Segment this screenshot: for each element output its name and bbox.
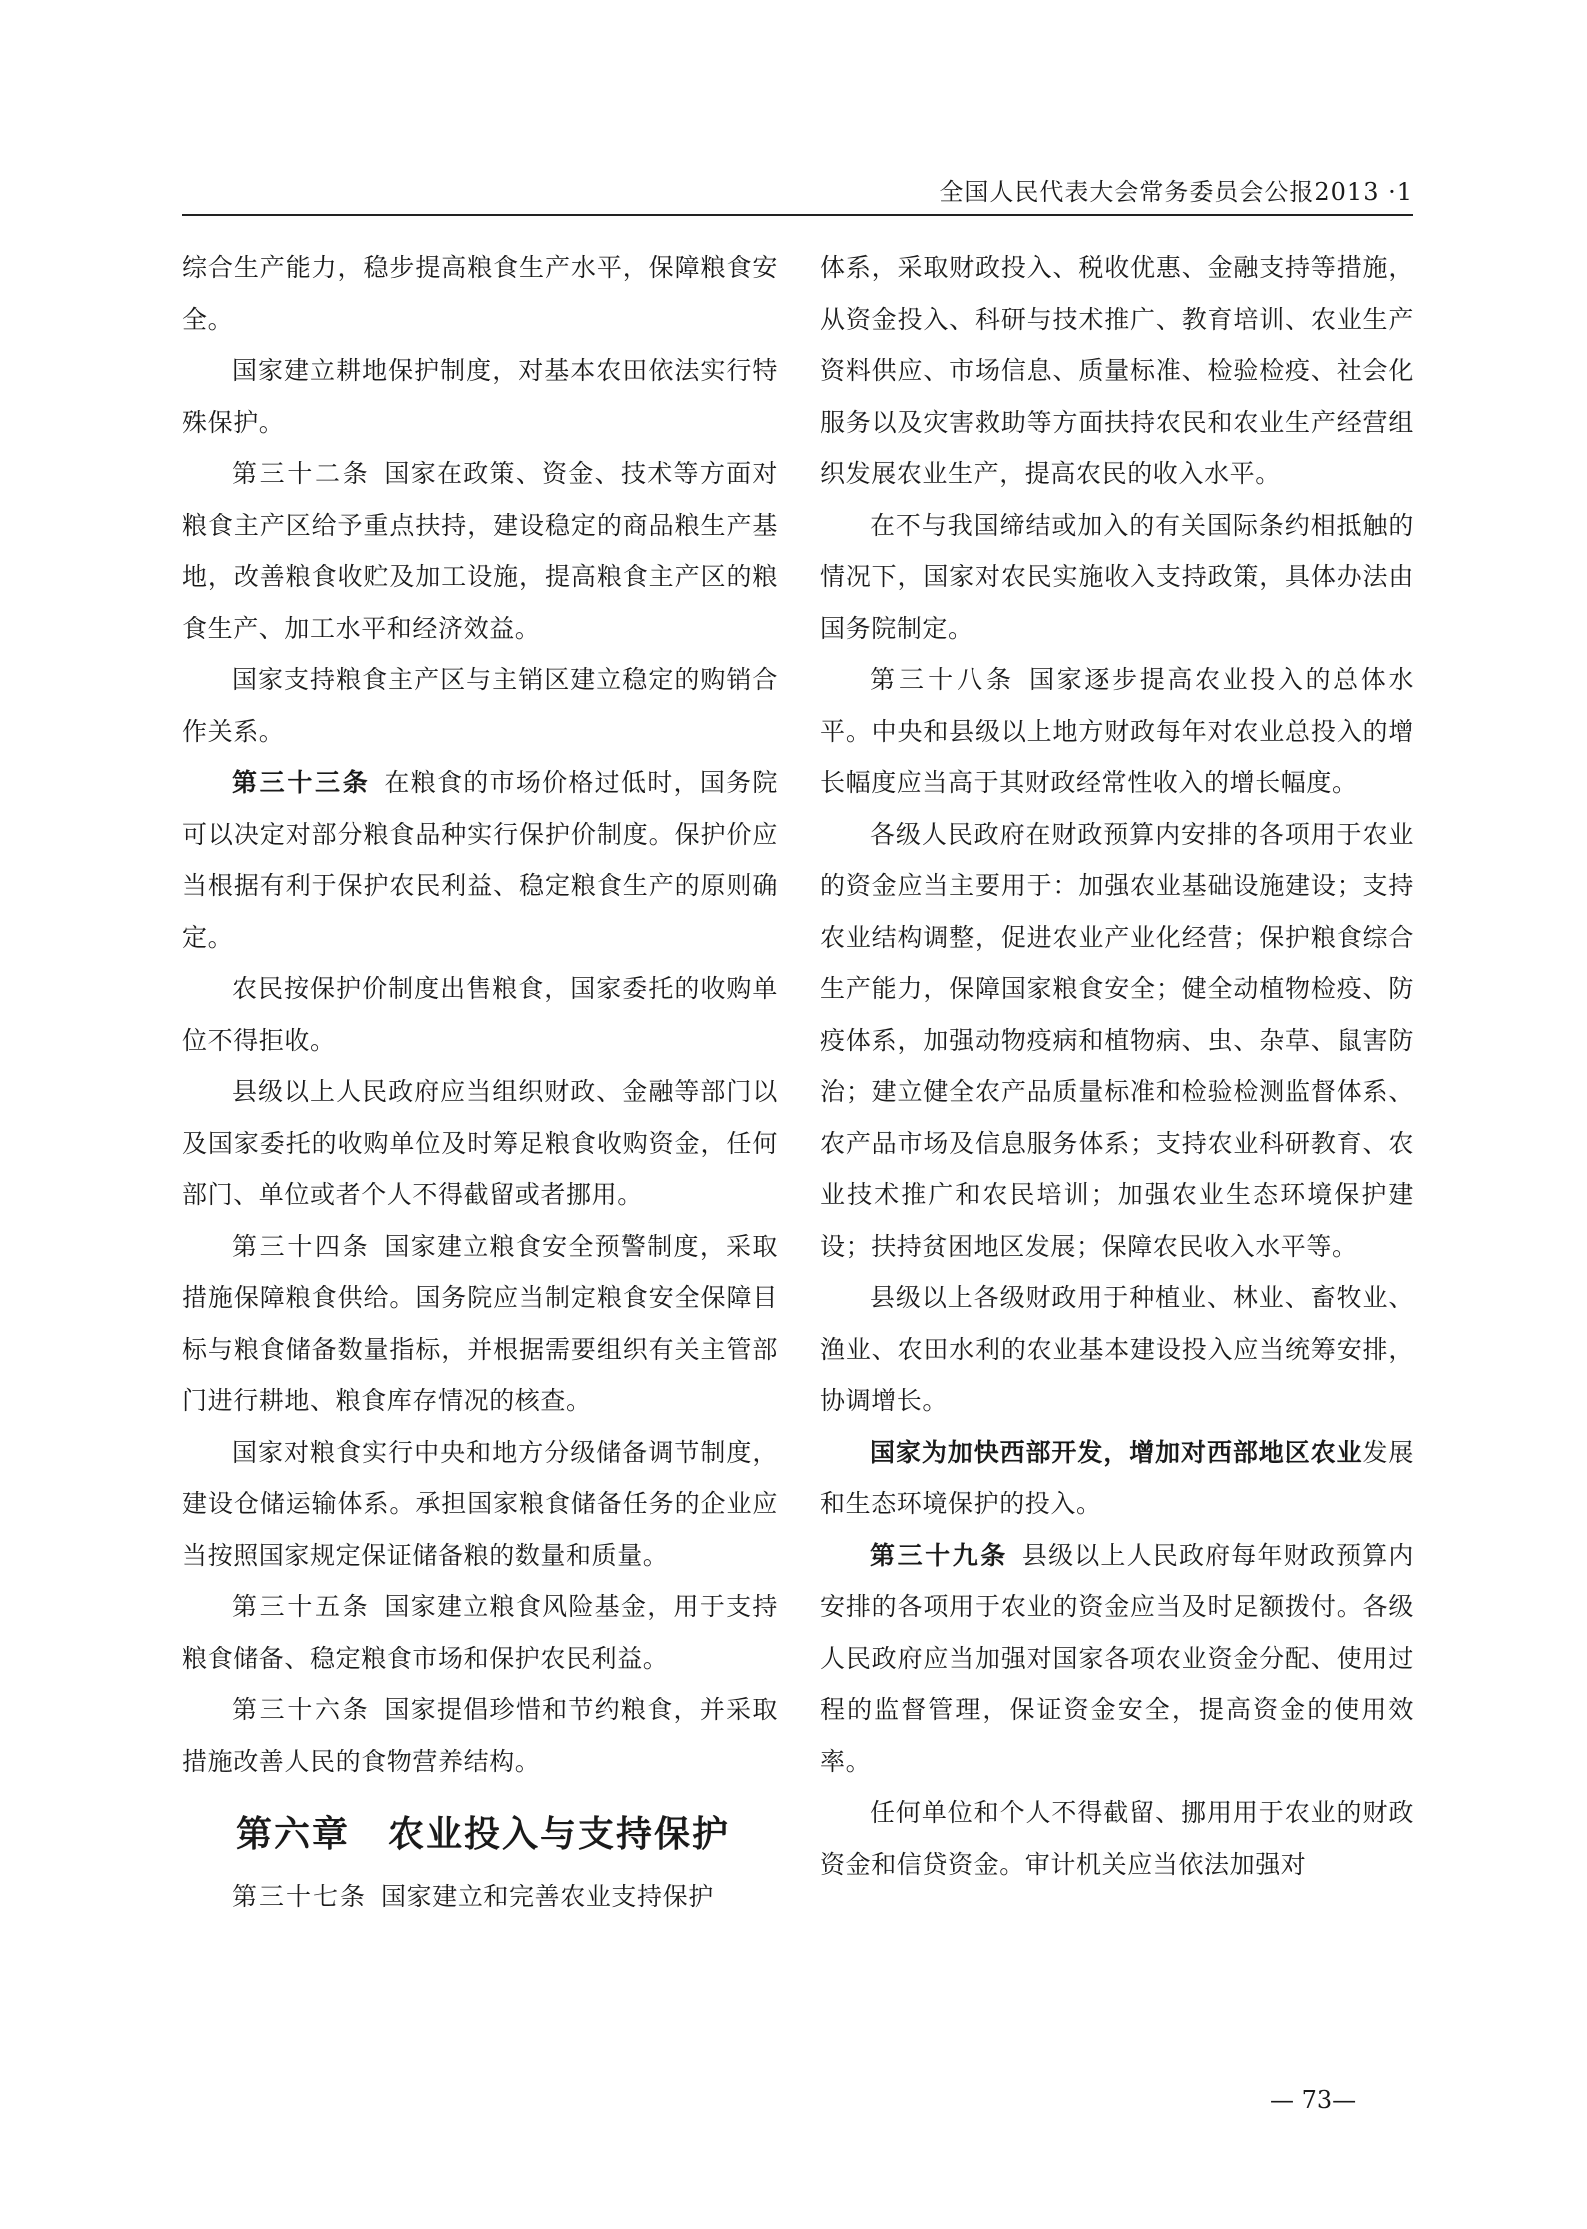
article-paragraph <box>820 654 1414 809</box>
article-text: 县级以上人民政府每年财政预算内安排的各项用于农业的资金应当及时足额拨付。各级人民政府应当加强对国家各项农业资金分配、使用过程的监督管理，保证资金安全，提高资金的使用效率。 <box>820 1540 1414 1776</box>
bold-text: 国家为加快西部开发，增加对西部地区农业 <box>870 1437 1363 1467</box>
article-paragraph <box>820 1530 1414 1788</box>
article-paragraph <box>182 1871 778 1923</box>
paragraph: 任何单位和个人不得截留、挪用用于农业的财政资金和信贷资金。审计机关应当依法加强对 <box>820 1798 1414 1879</box>
paragraph: 县级以上人民政府应当组织财政、金融等部门以及国家委托的收购单位及时筹足粮食收购资金，任何部门、单位或者个人不得截留或者挪用。 <box>182 1077 778 1209</box>
article-paragraph <box>182 1221 778 1427</box>
paragraph: 在不与我国缔结或加入的有关国际条约相抵触的情况下，国家对农民实施收入支持政策，具体办法由国务院制定。 <box>820 510 1414 643</box>
article-number: 第三十五条 <box>232 1592 371 1621</box>
paragraph: 国家对粮食实行中央和地方分级储备调节制度，建设仓储运输体系。承担国家粮食储备任务的企业应当按照国家规定保证储备粮的数量和质量。 <box>182 1437 778 1570</box>
left-column <box>182 242 778 1923</box>
article-number: 第三十四条 <box>232 1231 371 1261</box>
paragraph: 农民按保护价制度出售粮食，国家委托的收购单位不得拒收。 <box>182 974 778 1055</box>
article-number: 第三十七条 <box>232 1882 368 1911</box>
article-paragraph <box>182 1581 778 1684</box>
paragraph: 国家支持粮食主产区与主销区建立稳定的购销合作关系。 <box>182 665 778 746</box>
article-text: 国家建立粮食安全预警制度，采取措施保障粮食供给。国务院应当制定粮食安全保障目标与粮食储备数量指标，并根据需要组织有关主管部门进行耕地、粮食库存情况的核查。 <box>182 1231 778 1415</box>
article-text: 国家建立粮食风险基金，用于支持粮食储备、稳定粮食市场和保护农民利益。 <box>182 1592 778 1673</box>
paragraph: 国家建立耕地保护制度，对基本农田依法实行特殊保护。 <box>182 356 778 437</box>
article-text: 在粮食的市场价格过低时，国务院可以决定对部分粮食品种实行保护价制度。保护价应当根据有利于保护农民利益、稳定粮食生产的原则确定。 <box>182 768 778 952</box>
article-paragraph <box>182 448 778 654</box>
paragraph: 综合生产能力，稳步提高粮食生产水平，保障粮食安全。 <box>182 253 778 334</box>
page-number: — 73— <box>1270 2086 1357 2114</box>
chapter-heading: 第六章 农业投入与支持保护 <box>236 1814 731 1855</box>
article-text: 国家在政策、资金、技术等方面对粮食主产区给予重点扶持，建设稳定的商品粮生产基地，改善粮食收贮及加工设施，提高粮食主产区的粮食生产、加工水平和经济效益。 <box>182 459 778 643</box>
article-number: 第三十二条 <box>232 459 371 488</box>
paragraph: 体系，采取财政投入、税收优惠、金融支持等措施，从资金投入、科研与技术推广、教育培训、农业生产资料供应、市场信息、质量标准、检验检疫、社会化服务以及灾害救助等方面扶持农民和农业生产经营组织发展农业生产，提高农民的收入水平。 <box>820 253 1414 488</box>
paragraph-text: 发展和生态环境保护的投入。 <box>820 1437 1415 1518</box>
article-text: 国家逐步提高农业投入的总体水平。中央和县级以上地方财政每年对农业总投入的增长幅度应当高于其财政经常性收入的增长幅度。 <box>820 665 1414 797</box>
article-number: 第三十三条 <box>232 768 371 797</box>
paragraph: 各级人民政府在财政预算内安排的各项用于农业的资金应当主要用于：加强农业基础设施建设；支持农业结构调整，促进农业产业化经营；保护粮食综合生产能力，保障国家粮食安全；健全动植物检疫、防疫体系，加强动物疫病和植物病、虫、杂草、鼠害防治；建立健全农产品质量标准和检验检测监督体系、农产品市场及信息服务体系；支持农业科研教育、农业技术推广和农民培训；加强农业生态环境保护建设；扶持贫困地区发展；保障农民收入水平等。 <box>820 819 1414 1261</box>
paragraph: 县级以上各级财政用于种植业、林业、畜牧业、渔业、农田水利的农业基本建设投入应当统筹安排，协调增长。 <box>820 1283 1414 1415</box>
article-number: 第三十六条 <box>232 1695 371 1724</box>
article-text: 国家建立和完善农业支持保护 <box>381 1882 714 1911</box>
article-number: 第三十八条 <box>870 665 1016 694</box>
article-paragraph <box>182 757 778 963</box>
article-paragraph <box>182 1684 778 1787</box>
article-number: 第三十九条 <box>870 1540 1008 1570</box>
article-text: 国家提倡珍惜和节约粮食，并采取措施改善人民的食物营养结构。 <box>182 1695 778 1776</box>
page-header <box>182 168 1413 216</box>
paragraph <box>820 1427 1414 1530</box>
right-column <box>820 242 1414 1890</box>
publication-title: 全国人民代表大会常务委员会公报2013 ·1 <box>939 178 1413 206</box>
